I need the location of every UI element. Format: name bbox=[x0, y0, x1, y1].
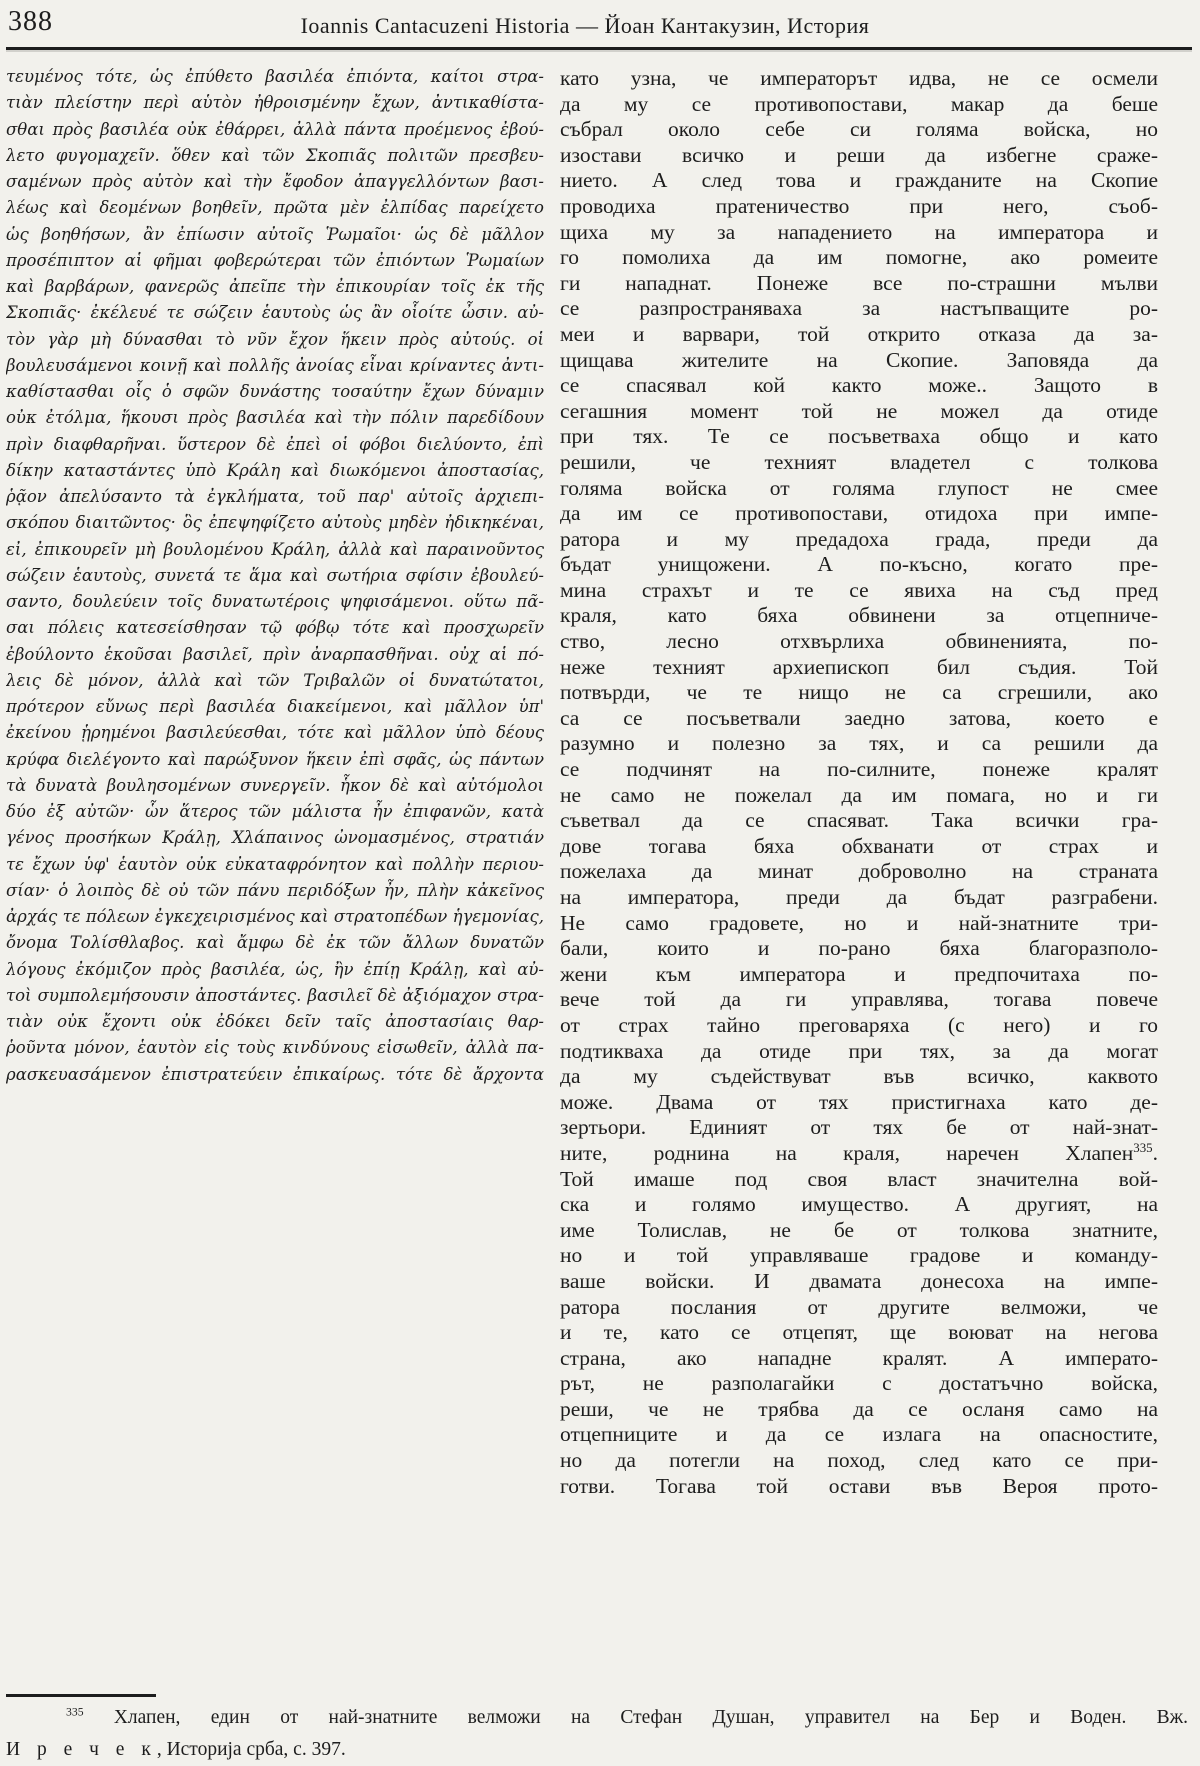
text-line: бъдат унищожени. А по-късно, когато пре- bbox=[560, 552, 1158, 577]
text-line: Не само градовете, но и най-знатните три- bbox=[560, 910, 1158, 935]
text-line: щиха му за нападението на императора и bbox=[560, 219, 1158, 244]
text-line: сегашния момент той не можел да отиде bbox=[560, 398, 1158, 423]
text-line: да му се противопостави, макар да беше bbox=[560, 91, 1158, 116]
text-line: на императора, преди да бъдат разграбени. bbox=[560, 885, 1158, 909]
text-line: σώζειν ἑαυτοὺς, συνετά τε ἅμα καὶ σωτήρια σφίσιν ἐβουλεύ- bbox=[6, 565, 544, 585]
text-line: τὸν γὰρ μὴ δύνασθαι τὸ νῦν ἔχον ἥκειν πρὸς αὐτούς. οἱ bbox=[6, 329, 544, 349]
text-line: И р е ч е к, Историја срба, с. 397. bbox=[6, 1739, 346, 1760]
text-line: ἐκείνου ᾑρημένοι βασιλεύεσθαι, τότε καὶ μᾶλλον ὑπὸ δέους bbox=[6, 723, 544, 743]
text-line: τε ἔχων ὑφ' ἑαυτὸν οὐκ εὐκαταφρόνητον καὶ πολλὴν περιου- bbox=[6, 854, 544, 874]
footnote-marker: 335 bbox=[1133, 1140, 1153, 1155]
text-line: се спасявал кой както може.. Защото в bbox=[560, 373, 1158, 398]
text-line: изостави всичко и реши да избегне сраже- bbox=[560, 142, 1158, 167]
text-line: ваше войски. И двамата донесоха на импе- bbox=[560, 1268, 1158, 1293]
text-line: πρὶν διαφθαρῆναι. ὕστερον δὲ ἐπεὶ οἱ φόβοι διελύοντο, ἐπὶ bbox=[6, 434, 544, 454]
text-line: голяма войска от голяма глупост не смее bbox=[560, 475, 1158, 500]
text-line: съветвал да се спасяват. Така всички гра- bbox=[560, 808, 1158, 833]
text-line: се разпространяваха за настъпващите ро- bbox=[560, 296, 1158, 321]
text-line: ги нападнат. Понеже все по-страшни мълви bbox=[560, 270, 1158, 295]
text-line: λέως καὶ δεομένων βοηθεῖν, πρῶτα μὲν ἐλπίδας παρείχετο bbox=[6, 198, 544, 218]
text-line: λετο φυγομαχεῖν. ὅθεν καὶ τῶν Σκοπιᾶς πολιτῶν πρεσβευ- bbox=[6, 145, 544, 165]
text-line: ните, роднина на краля, наречен Хлапен$^{335}$. bbox=[560, 1140, 1158, 1165]
text-line: се подчинят на по-силните, понеже кралят bbox=[560, 757, 1158, 782]
text-line: εἰ, ἐπικουρεῖν μὴ βουλομένου Κράλη, ἀλλὰ καὶ παραινοῦντος bbox=[6, 539, 544, 559]
text-line: решили, че техният владетел с толкова bbox=[560, 449, 1158, 474]
page-number: 388 bbox=[8, 6, 53, 37]
text-line: бали, които и по-рано бяха благоразполо- bbox=[560, 936, 1158, 961]
text-line: προσέπιπτον αἱ φῆμαι φοβερώτεραι τῶν ἐπιόντων Ῥωμαίων bbox=[6, 250, 544, 270]
text-line: Той имаше под своя власт значителна вой- bbox=[560, 1166, 1158, 1191]
page-title: Ioannis Cantacuzeni Historia — Йоан Кантакузин, История bbox=[300, 13, 870, 38]
text-line: но да потегли на поход, след като се при- bbox=[560, 1448, 1158, 1473]
text-line: но и той управляваше градове и команду- bbox=[560, 1243, 1158, 1268]
text-line: неже техният архиепископ бил съдия. Той bbox=[560, 654, 1158, 679]
text-line: краля, като бяха обвинени за отцепниче- bbox=[560, 603, 1158, 628]
text-line: са се посъветвали заедно затова, което е bbox=[560, 705, 1158, 730]
text-line: събрал около себе си голяма войска, но bbox=[560, 117, 1158, 142]
text-line: го помолиха да им помогне, ако ромеите bbox=[560, 245, 1158, 270]
text-line: σαντο, δουλεύειν τοῖς δυνατωτέροις ψηφισάμενοι. οὕτω πᾶ- bbox=[6, 592, 544, 611]
text-line: жени към императора и предпочитаха по- bbox=[560, 961, 1158, 986]
text-line: при тях. Те се посъветваха общо и като bbox=[560, 424, 1158, 449]
text-line: σαμένων πρὸς αὐτὸν καὶ τὴν ἔφοδον ἀπαγγελλόντων βασι- bbox=[6, 172, 544, 191]
text-line: τὰ δυνατὰ βουλησομένων συνεργεῖν. ἧκον δὲ καὶ αὐτόμολοι bbox=[6, 775, 544, 795]
text-line: τιὰν οὐκ ἔχοντι οὐκ ἐδόκει δεῖν ταῖς ἀποστασίαις θαρ- bbox=[6, 1012, 544, 1031]
text-line: готви. Тогава той остави във Вероя прото- bbox=[560, 1473, 1158, 1498]
text-line: $^{335}$ Хлапен, един от най-знатните велможи на Стефан Душан, управител на Бер и Воден. Вж. bbox=[66, 1705, 1188, 1728]
text-line: и те, като се отцепят, ще воюват на негова bbox=[560, 1320, 1158, 1345]
text-line: καθίστασθαι οἷς ὁ σφῶν δυνάστης τοσαύτην ἔχων δύναμιν bbox=[6, 382, 544, 401]
text-line: σίαν· ὁ λοιπὸς δὲ οὐ τῶν πάνυ περιδόξων ἦν, πλὴν κἀκεῖνος bbox=[6, 880, 544, 900]
text-line: Σκοπιᾶς· ἐκέλευέ τε σώζειν ἑαυτοὺς ὡς ἂν οἷοίτε ὦσιν. αὐ- bbox=[6, 303, 544, 323]
text-line: ἐβούλοντο ἑκοῦσαι βασιλεῖ, πρὶν ἀναρπασθῆναι. οὐχ αἱ πό- bbox=[6, 644, 544, 664]
text-line: σθαι πρὸς βασιλέα οὐκ ἐθάρρει, ἀλλὰ πάντα προέμενος ἐβού- bbox=[6, 119, 544, 139]
text-line: ὄνομα Τολίσθλαβος. καὶ ἄμφω δὲ ἐκ τῶν ἄλλων δυνατῶν bbox=[6, 933, 544, 953]
text-line: да му съдействуват във всичко, каквото bbox=[560, 1064, 1158, 1089]
text-line: ῥᾷον ἀπελύσαντο τὰ ἐγκλήματα, τοῦ παρ' αὐτοῖς ἀρχιεπι- bbox=[6, 487, 544, 506]
text-line: подтикваха да отиде при тях, за да могат bbox=[560, 1038, 1158, 1063]
text-line: пожелаха да минат доброволно на страната bbox=[560, 859, 1158, 884]
footnote-rule bbox=[6, 1694, 156, 1697]
footnote-author: И р е ч е к bbox=[6, 1739, 157, 1760]
text-line: σκόπου διαιτῶντος· ὃς ἐπεψηφίζετο αὐτοὺς μηδὲν ἠδικηκέναι, bbox=[6, 513, 544, 533]
text-line: οὐκ ἐτόλμα, ἥκουσι πρὸς βασιλέα καὶ τὴν πόλιν παρεδίδουν bbox=[6, 408, 544, 428]
bulgarian-text-column bbox=[560, 66, 1158, 1499]
footnote bbox=[6, 1702, 1188, 1766]
text-line: разумно и полезно за тях, и са решили да bbox=[560, 731, 1158, 756]
text-line: ἀρχάς τε πόλεων ἐγκεχειρισμένος καὶ στρατοπέδων ἡγεμονίας, bbox=[6, 907, 544, 926]
text-line: отцепниците и да се излага на опасностите, bbox=[560, 1422, 1158, 1447]
text-line: не само не пожелал да им помага, но и ги bbox=[560, 782, 1158, 807]
text-line: щищава жителите на Скопие. Заповяда да bbox=[560, 347, 1158, 372]
greek-text-column bbox=[6, 64, 544, 1088]
text-line: потвърди, че те нищо не са сгрешили, ако bbox=[560, 680, 1158, 705]
text-line: зертьори. Единият от тях бе от най-знат- bbox=[560, 1115, 1158, 1140]
text-line: ρασκευασάμενον ἐπιστρατεύειν ἐπικαίρως. τότε δὲ ἄρχοντα bbox=[6, 1064, 544, 1084]
text-line: страна, ако нападне кралят. А императо- bbox=[560, 1345, 1158, 1370]
text-line: ратора и му предадоха града, преди да bbox=[560, 526, 1158, 551]
text-line: може. Двама от тях пристигнаха като де- bbox=[560, 1089, 1158, 1114]
text-line: δύο ἐξ αὐτῶν· ὧν ἅτερος τῶν μάλιστα ἦν ἐπιφανῶν, κατὰ bbox=[6, 802, 544, 821]
text-line: λεις δὲ μόνον, ἀλλὰ καὶ τῶν Τριβαλῶν οἱ δυνατώτατοι, bbox=[6, 670, 544, 690]
text-line: проводиха пратеничество при него, съоб- bbox=[560, 193, 1158, 218]
text-line: κρύφα διελέγοντο καὶ παρώξυνον ἥκειν ἐπὶ σφᾶς, ὡς πάντων bbox=[6, 749, 544, 769]
text-line: ὡς βοηθήσων, ἂν ἐπίωσιν αὐτοῖς Ῥωμαῖοι· ὡς δὲ μᾶλλον bbox=[6, 224, 544, 244]
text-line: ска и голямо имущество. А другият, на bbox=[560, 1192, 1158, 1217]
text-line: от страх тайно преговаряха (с него) и го bbox=[560, 1012, 1158, 1037]
text-line: реши, че не трябва да се осланя само на bbox=[560, 1396, 1158, 1421]
header-rule bbox=[6, 47, 1192, 50]
text-line: λόγους ἐκόμιζον πρὸς βασιλέα, ὡς, ἢν ἐπίῃ Κράλῃ, καὶ αὐ- bbox=[6, 959, 544, 979]
text-line: πρότερον εὔνως περὶ βασιλέα διακείμενοι, καὶ μᾶλλον ὑπ' bbox=[6, 697, 544, 716]
text-line: меи и варвари, той открито отказа да за- bbox=[560, 321, 1158, 346]
text-line: τοὶ συμπολεμήσουσιν ἀποστάντες. βασιλεῖ δὲ ἀξιόμαχον στρα- bbox=[6, 985, 544, 1005]
text-line: вече той да ги управлява, тогава повече bbox=[560, 987, 1158, 1012]
text-line: καὶ βαρβάρων, φανερῶς ἀπεῖπε τὴν ἐπικουρίαν τοῖς ἐκ τῆς bbox=[6, 277, 544, 296]
text-line: γένος προσήκων Κράλῃ, Χλάπαινος ὠνομασμένος, στρατιάν bbox=[6, 828, 544, 848]
text-line: дове тогава бяха обхванати от страх и bbox=[560, 833, 1158, 858]
text-line: τευμένος τότε, ὡς ἐπύθετο βασιλέα ἐπιόντα, καίτοι στρα- bbox=[6, 67, 544, 86]
text-line: ῥοῦντα μόνον, ἑαυτὸν εἰς τοὺς κινδύνους εἰσωθεῖν, ἀλλὰ πα- bbox=[6, 1038, 544, 1058]
text-line: рът, не разполагайки с достатъчно войска, bbox=[560, 1371, 1158, 1396]
text-line: нието. А след това и гражданите на Скопие bbox=[560, 168, 1158, 193]
footnote-marker: 335 bbox=[66, 1705, 84, 1719]
text-line: мина страхът и те се явиха на съд пред bbox=[560, 577, 1158, 602]
text-line: като узна, че императорът идва, не се осмели bbox=[560, 66, 1158, 90]
text-line: ратора послания от другите велможи, че bbox=[560, 1294, 1158, 1319]
text-line: σαι πόλεις κατεσείσθησαν τῷ φόβῳ τότε καὶ προσχωρεῖν bbox=[6, 618, 544, 638]
text-line: βουλευσάμενοι κοινῇ καὶ πολλῆς ἀνοίας εἶναι κρίναντες ἀντι- bbox=[6, 355, 544, 375]
text-line: τιὰν πλείστην περὶ αὑτὸν ἠθροισμένην ἔχων, ἀντικαθίστα- bbox=[6, 93, 544, 113]
text-line: да им се противопостави, отидоха при импе- bbox=[560, 501, 1158, 526]
text-line: име Толислав, не бе от толкова знатните, bbox=[560, 1217, 1158, 1242]
text-line: δίκην καταστάντες ὑπὸ Κράλη καὶ διωκόμενοι ἀποστασίας, bbox=[6, 460, 544, 480]
text-line: ство, лесно отхвърлиха обвиненията, по- bbox=[560, 629, 1158, 654]
